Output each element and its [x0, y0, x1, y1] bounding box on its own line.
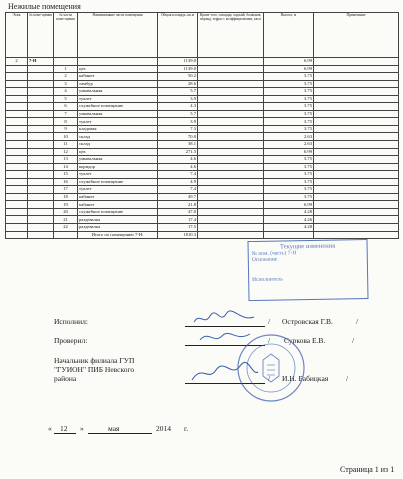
table-row: [6, 73, 399, 81]
date-quote-close: »: [80, 424, 84, 433]
area-cell: 3.9: [158, 118, 198, 126]
part-name-cell: умывальная: [78, 156, 158, 164]
part-number-cell: 14: [54, 163, 78, 171]
height-cell: 3.75: [264, 95, 314, 103]
part-name-cell: кабинет: [78, 193, 158, 201]
date-day: 12: [60, 424, 68, 433]
table-total-row: [6, 231, 399, 239]
table-row: [6, 95, 399, 103]
part-number-cell: 21: [54, 216, 78, 224]
head-label-2: "ГУИОН" ПИБ Невского: [54, 365, 135, 374]
date-suffix: г.: [184, 424, 189, 433]
area-cell: 49.7: [158, 193, 198, 201]
height-cell: 4.28: [264, 224, 314, 232]
area-cell: 17.5: [158, 224, 198, 232]
date-quote-open: «: [48, 424, 52, 433]
col-header-area: Общая площадь, кв.м: [158, 13, 198, 58]
performer-label: Исполнил:: [54, 317, 89, 326]
table-row: [6, 148, 399, 156]
group-area-cell: 1139,0: [158, 58, 198, 66]
height-cell: 6.99: [264, 148, 314, 156]
part-number-cell: 3: [54, 80, 78, 88]
part-name-cell: кабинет: [78, 73, 158, 81]
table-row: [6, 171, 399, 179]
area-cell: 21.8: [158, 201, 198, 209]
area-cell: 7.4: [158, 186, 198, 194]
stamp-title: Текущие изменения: [279, 242, 336, 251]
part-name-cell: туалет: [78, 95, 158, 103]
area-cell: 7.4: [158, 171, 198, 179]
table-row: [6, 208, 399, 216]
head-label-3: района: [54, 374, 77, 383]
premises-table: [5, 12, 399, 239]
height-cell: 3.75: [264, 103, 314, 111]
part-number-cell: 1: [54, 65, 78, 73]
part-number-cell: 5: [54, 95, 78, 103]
part-number-cell: 9: [54, 125, 78, 133]
height-cell: 3.75: [264, 186, 314, 194]
date-year: 2014: [156, 424, 171, 433]
signature-performer-icon: [190, 308, 260, 328]
part-name-cell: раздевалка: [78, 224, 158, 232]
checker-name: Суркова Е.В.: [284, 336, 326, 345]
table-row: [6, 133, 399, 141]
table-row: [6, 201, 399, 209]
table-row: [6, 224, 399, 232]
area-cell: 4.9: [158, 178, 198, 186]
part-name-cell: раздевалка: [78, 216, 158, 224]
signature-head-icon: [186, 360, 262, 386]
height-cell: 3.75: [264, 80, 314, 88]
height-cell: 2.63: [264, 133, 314, 141]
part-name-cell: служебное помещение: [78, 208, 158, 216]
table-row: [6, 156, 399, 164]
part-name-cell: кладовая: [78, 125, 158, 133]
height-cell: 6.99: [264, 65, 314, 73]
part-number-cell: 16: [54, 178, 78, 186]
table-row: [6, 80, 399, 88]
table-row: [6, 88, 399, 96]
part-name-cell: цех: [78, 148, 158, 156]
part-number-cell: 18: [54, 193, 78, 201]
table-header-row: [6, 13, 399, 58]
head-name: И.Н. Бабицкая: [282, 374, 329, 383]
table-row: [6, 65, 399, 73]
table-row: [6, 141, 399, 149]
part-number-cell: 13: [54, 156, 78, 164]
height-cell: 3.75: [264, 88, 314, 96]
signature-checker-icon: [196, 328, 256, 348]
height-cell: 3.75: [264, 110, 314, 118]
part-name-cell: тамбур: [78, 80, 158, 88]
part-name-cell: служебное помещение: [78, 178, 158, 186]
part-number-cell: 20: [54, 208, 78, 216]
table-row: [6, 178, 399, 186]
col-header-height: Высота, м: [264, 13, 314, 58]
table-row: [6, 186, 399, 194]
stamp-line-1: № пом. (часть) 7-Н: [251, 250, 297, 257]
part-number-cell: 4: [54, 88, 78, 96]
total-label: Итого по помещению 7-Н:: [78, 231, 158, 239]
date-month: мая: [108, 424, 120, 433]
part-name-cell: служебное помещение: [78, 103, 158, 111]
col-header-note: Примечание: [314, 13, 399, 58]
area-cell: 28.6: [158, 80, 198, 88]
stamp-line-3: Исполнитель: [252, 276, 283, 283]
part-name-cell: склад: [78, 133, 158, 141]
part-number-cell: 17: [54, 186, 78, 194]
table-row: [6, 118, 399, 126]
area-cell: 3.9: [158, 95, 198, 103]
height-cell: 4.26: [264, 216, 314, 224]
part-name-cell: умывальная: [78, 88, 158, 96]
area-cell: 7.3: [158, 125, 198, 133]
height-cell: 3.75: [264, 171, 314, 179]
part-number-cell: 11: [54, 141, 78, 149]
area-cell: 4.3: [158, 103, 198, 111]
part-name-cell: умывальная: [78, 110, 158, 118]
area-cell: 5.7: [158, 110, 198, 118]
part-name-cell: туалет: [78, 171, 158, 179]
area-cell: 17.4: [158, 216, 198, 224]
area-cell: 38.1: [158, 141, 198, 149]
part-name-cell: склад: [78, 141, 158, 149]
part-name-cell: туалет: [78, 186, 158, 194]
area-cell: 1139.0: [158, 65, 198, 73]
part-number-cell: 22: [54, 224, 78, 232]
group-height-cell: 6.99: [264, 58, 314, 66]
height-cell: 2.63: [264, 141, 314, 149]
table-row: [6, 125, 399, 133]
table-row: [6, 163, 399, 171]
part-number-cell: 2: [54, 73, 78, 81]
height-cell: 3.75: [264, 163, 314, 171]
col-header-part: № части поме-щения: [54, 13, 78, 58]
table-row: [6, 216, 399, 224]
premise-cell: 7-Н: [28, 58, 54, 66]
changes-stamp: [247, 239, 368, 301]
total-value: 1810.3: [158, 231, 198, 239]
part-number-cell: 6: [54, 103, 78, 111]
height-cell: 3.75: [264, 193, 314, 201]
col-header-floor: Этаж: [6, 13, 28, 58]
col-header-extra-area: Кроме того, площадь лоджий, балконов, веранд, террас с коэффициентами, кв.м: [198, 13, 264, 58]
area-cell: 5.7: [158, 88, 198, 96]
height-cell: 6.99: [264, 201, 314, 209]
floor-cell: 2: [6, 58, 28, 66]
height-cell: 3.75: [264, 73, 314, 81]
area-cell: 4.6: [158, 163, 198, 171]
area-cell: 271.3: [158, 148, 198, 156]
checker-label: Проверил:: [54, 336, 88, 345]
part-number-cell: 7: [54, 110, 78, 118]
height-cell: 3.75: [264, 125, 314, 133]
part-name-cell: цех: [78, 65, 158, 73]
stamp-line-2: Основание: [251, 256, 278, 263]
height-cell: 3.75: [264, 118, 314, 126]
page-number: Страница 1 из 1: [340, 465, 395, 474]
part-number-cell: 15: [54, 171, 78, 179]
area-cell: 4.6: [158, 156, 198, 164]
part-name-cell: туалет: [78, 118, 158, 126]
area-cell: 50.2: [158, 73, 198, 81]
part-number-cell: 10: [54, 133, 78, 141]
col-header-premise: № поме-щения: [28, 13, 54, 58]
page-title: Нежилые помещения: [8, 2, 81, 11]
part-name-cell: кабинет: [78, 201, 158, 209]
part-number-cell: 19: [54, 201, 78, 209]
height-cell: 3.75: [264, 156, 314, 164]
part-number-cell: 12: [54, 148, 78, 156]
height-cell: 4.28: [264, 208, 314, 216]
table-row: [6, 110, 399, 118]
table-row: [6, 193, 399, 201]
height-cell: 3.75: [264, 178, 314, 186]
part-number-cell: 8: [54, 118, 78, 126]
head-label-1: Начальник филиала ГУП: [54, 356, 135, 365]
performer-name: Островская Г.В.: [282, 317, 333, 326]
table-row: [6, 103, 399, 111]
table-row-group: [6, 58, 399, 66]
area-cell: 47.0: [158, 208, 198, 216]
area-cell: 70.0: [158, 133, 198, 141]
part-name-cell: коридор: [78, 163, 158, 171]
col-header-name: Наименование части помещения: [78, 13, 158, 58]
